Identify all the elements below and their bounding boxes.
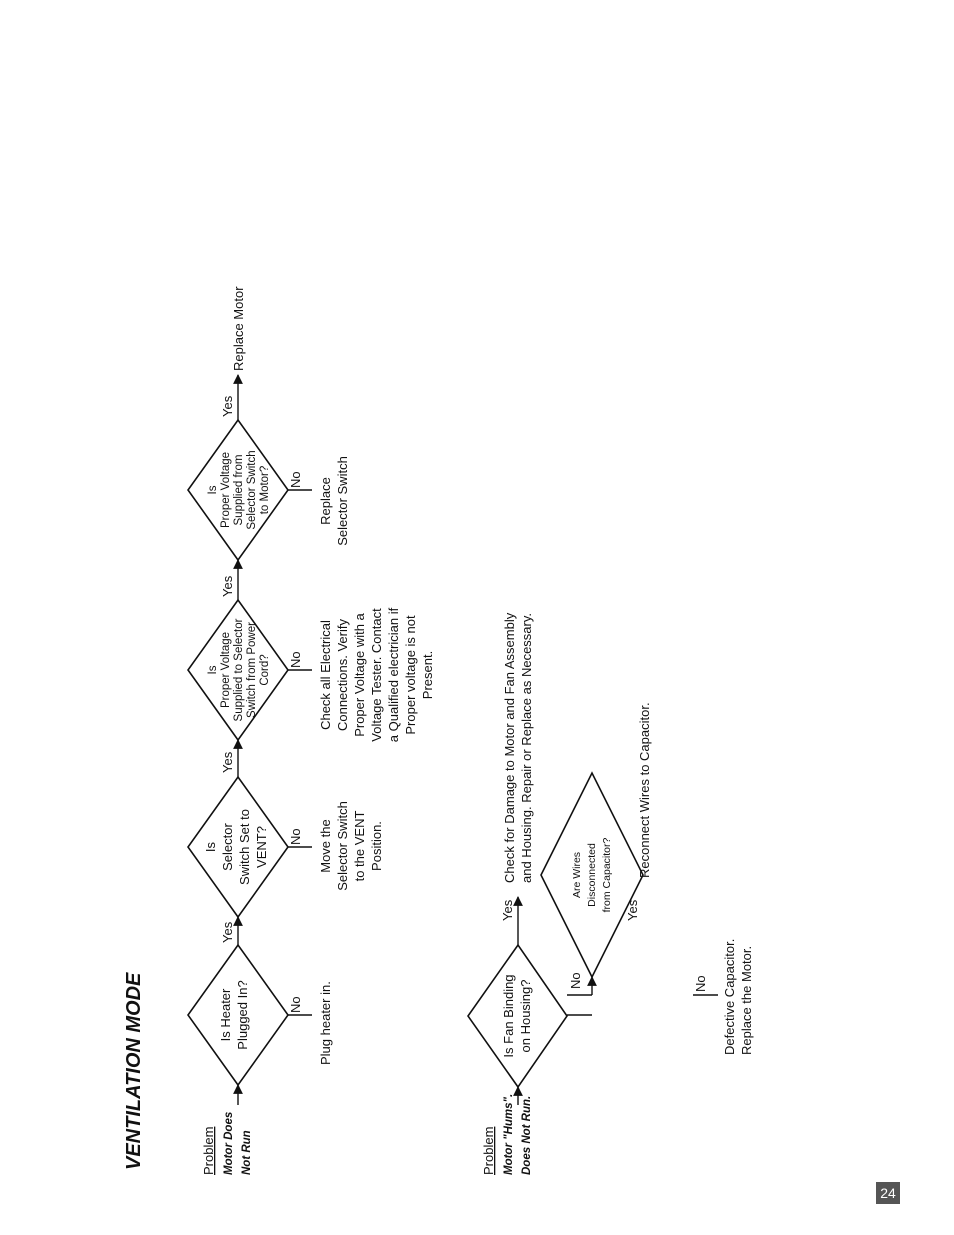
d5-text-1: Is Fan Binding <box>501 974 516 1058</box>
yes-label-d1: Yes <box>220 921 235 943</box>
result-check-connections-3: Proper Voltage with a <box>352 613 367 737</box>
d6-text-3: from Capacitor? <box>601 837 613 913</box>
result-move-switch-3: to the VENT <box>352 810 367 882</box>
result-defective-capacitor-2: Replace the Motor. <box>739 945 754 1055</box>
yes-label-d4: Yes <box>220 395 235 417</box>
result-check-connections-5: a Qualified electrician if <box>386 607 401 743</box>
result-check-damage-1: Check for Damage to Motor and Fan Assembly <box>502 612 517 883</box>
page-title: VENTILATION MODE <box>123 972 145 1170</box>
d4-text-3: Supplied from <box>233 454 245 526</box>
result-replace-motor: Replace Motor <box>231 286 246 371</box>
problem2-desc-line1: Motor "Hums". <box>503 1093 515 1175</box>
d2-text-4: VENT? <box>254 826 269 868</box>
result-check-damage-2: and Housing. Repair or Replace as Necessary. <box>519 612 534 883</box>
d3-text-3: Supplied to Selector <box>233 618 245 722</box>
result-check-connections-2: Connections. Verify <box>335 618 350 732</box>
rotated-content <box>123 286 754 1175</box>
d6-text-1: Are Wires <box>571 851 583 899</box>
d5-text-2: on Housing? <box>518 979 533 1053</box>
no-label-d4: No <box>288 471 303 488</box>
d2-text-3: Switch Set to <box>237 809 252 885</box>
result-replace-switch-1: Replace <box>318 477 333 525</box>
result-move-switch-2: Selector Switch <box>335 801 350 891</box>
yes-label-d6: Yes <box>625 899 640 921</box>
no-label-d2: No <box>288 828 303 845</box>
problem2-desc-line2: Does Not Run. <box>521 1095 533 1175</box>
d4-text-1: Is <box>207 485 219 495</box>
result-check-connections-4: Voltage Tester. Contact <box>369 608 384 742</box>
result-reconnect-wires: Reconnect Wires to Capacitor. <box>637 702 652 878</box>
result-check-connections-7: Present. <box>420 650 435 700</box>
d3-text-5: Cord? <box>259 654 271 686</box>
d2-text-1: Is <box>203 841 218 853</box>
problem1-desc-line2: Not Run <box>241 1130 253 1175</box>
d1-text-1: Is Heater <box>218 988 233 1042</box>
result-check-connections-6: Proper voltage is not <box>403 615 418 735</box>
d4-text-2: Proper Voltage <box>220 451 232 529</box>
d4-text-4: Selector Switch <box>246 450 258 530</box>
problem2-heading: Problem <box>481 1126 496 1175</box>
d3-text-1: Is <box>207 665 219 675</box>
result-check-connections-1: Check all Electrical <box>318 620 333 730</box>
problem1-heading: Problem <box>201 1126 216 1175</box>
yes-label-d2: Yes <box>220 751 235 773</box>
page-number-badge: 24 <box>876 1182 900 1204</box>
yes-label-d3: Yes <box>220 575 235 597</box>
result-move-switch-1: Move the <box>318 819 333 873</box>
d3-text-4: Switch from Power <box>246 622 258 718</box>
no-label-d1: No <box>288 996 303 1013</box>
d3-text-2: Proper Voltage <box>220 631 232 709</box>
no-label-d3: No <box>288 651 303 668</box>
d2-text-2: Selector <box>220 823 235 871</box>
result-replace-switch-2: Selector Switch <box>335 456 350 546</box>
no-label-d5: No <box>568 972 583 989</box>
result-move-switch-4: Position. <box>369 821 384 871</box>
yes-label-d5: Yes <box>500 899 515 921</box>
d4-text-5: to Motor? <box>259 465 271 515</box>
problem1-desc-line1: Motor Does <box>223 1111 235 1175</box>
result-defective-capacitor-1: Defective Capacitor. <box>722 938 737 1055</box>
d6-text-2: Disconnected <box>586 843 598 907</box>
d1-text-2: Plugged In? <box>235 980 250 1050</box>
result-plug-heater: Plug heater in. <box>318 981 333 1065</box>
no-label-d6: No <box>693 975 708 992</box>
